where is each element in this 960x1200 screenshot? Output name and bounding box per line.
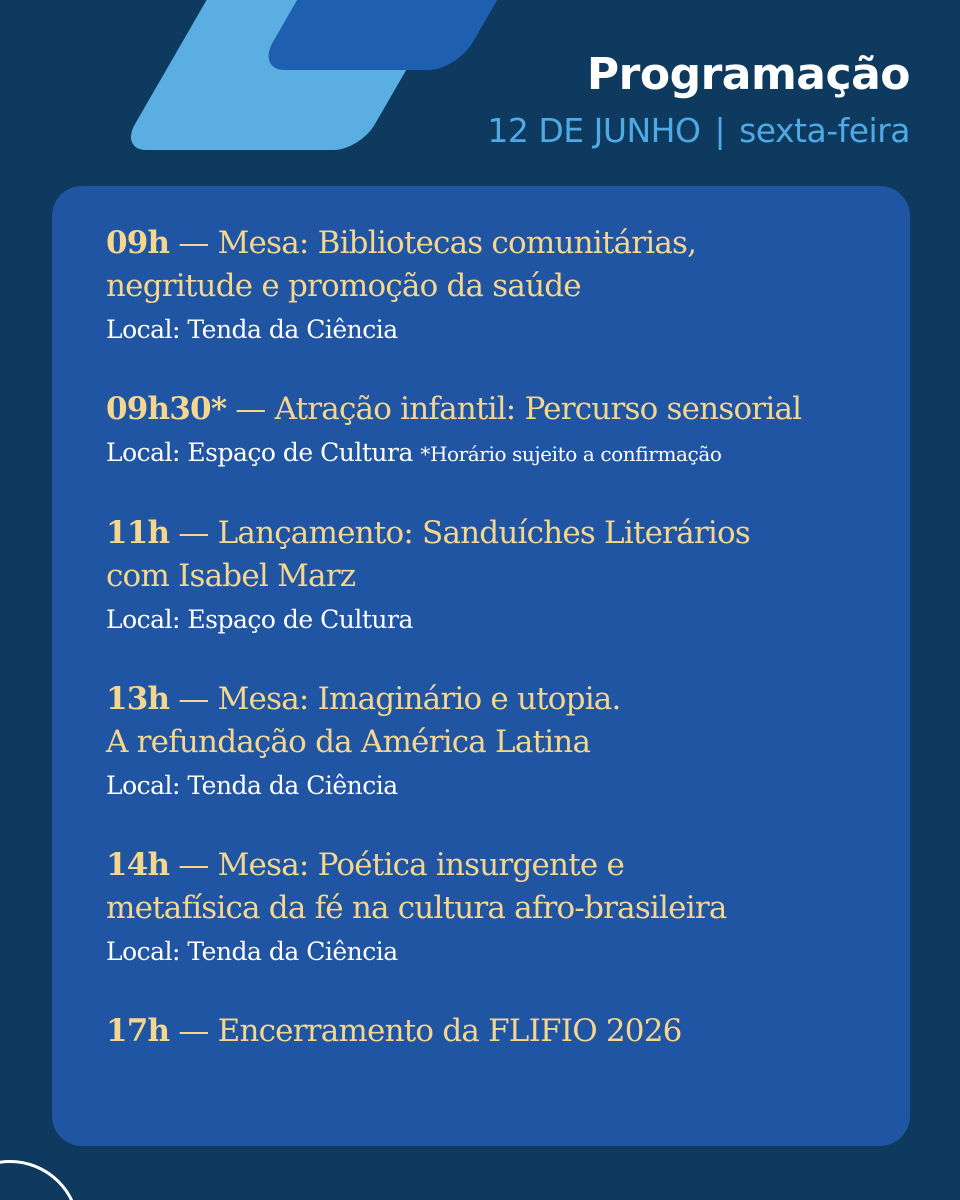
schedule-item	[106, 512, 890, 638]
event-time: 09h30*	[106, 391, 227, 427]
schedule-item	[106, 844, 890, 970]
event-title	[106, 678, 890, 764]
decorative-curve	[0, 1160, 80, 1200]
header	[487, 48, 910, 154]
weekday-text: sexta-feira	[739, 111, 910, 150]
schedule-card	[52, 186, 910, 1146]
page-title: Programação	[586, 49, 910, 100]
event-dash: —	[235, 391, 266, 427]
event-dash: —	[178, 1013, 209, 1049]
event-title-line1: Mesa: Bibliotecas comunitárias,	[217, 225, 697, 261]
event-note: *Horário sujeito a confirmação	[420, 442, 722, 466]
event-time: 17h	[106, 1013, 170, 1049]
event-title	[106, 512, 890, 598]
event-title	[106, 388, 890, 431]
date-text: 12 DE JUNHO	[487, 111, 701, 150]
schedule-item	[106, 1010, 890, 1053]
schedule-item	[106, 222, 890, 348]
event-title-line1: Encerramento da FLIFIO 2026	[217, 1013, 682, 1049]
event-title-line1: Mesa: Poética insurgente e	[217, 847, 624, 883]
event-title	[106, 222, 890, 308]
event-title	[106, 844, 890, 930]
event-dash: —	[178, 681, 209, 717]
event-time: 14h	[106, 847, 170, 883]
event-title-line2: com Isabel Marz	[106, 558, 356, 594]
event-title-line1: Atração infantil: Percurso sensorial	[274, 391, 802, 427]
date-separator: |	[714, 111, 726, 150]
event-location: Local: Tenda da Ciência	[106, 771, 398, 800]
event-dash: —	[178, 847, 209, 883]
schedule-item	[106, 388, 890, 472]
date-line	[487, 108, 910, 154]
event-location: Local: Tenda da Ciência	[106, 315, 398, 344]
event-location: Local: Tenda da Ciência	[106, 937, 398, 966]
schedule-item	[106, 678, 890, 804]
event-title-line2: metafísica da fé na cultura afro-brasileira	[106, 890, 727, 926]
event-dash: —	[178, 225, 209, 261]
event-location: Local: Espaço de Cultura	[106, 438, 413, 467]
event-title	[106, 1010, 890, 1053]
event-title-line2: A refundação da América Latina	[106, 724, 591, 760]
event-title-line1: Mesa: Imaginário e utopia.	[217, 681, 621, 717]
event-dash: —	[178, 515, 209, 551]
event-title-line2: negritude e promoção da saúde	[106, 268, 581, 304]
event-location-line	[106, 435, 890, 472]
event-location: Local: Espaço de Cultura	[106, 605, 413, 634]
event-time: 11h	[106, 515, 170, 551]
event-time: 09h	[106, 225, 170, 261]
event-title-line1: Lançamento: Sanduíches Literários	[217, 515, 750, 551]
event-time: 13h	[106, 681, 170, 717]
